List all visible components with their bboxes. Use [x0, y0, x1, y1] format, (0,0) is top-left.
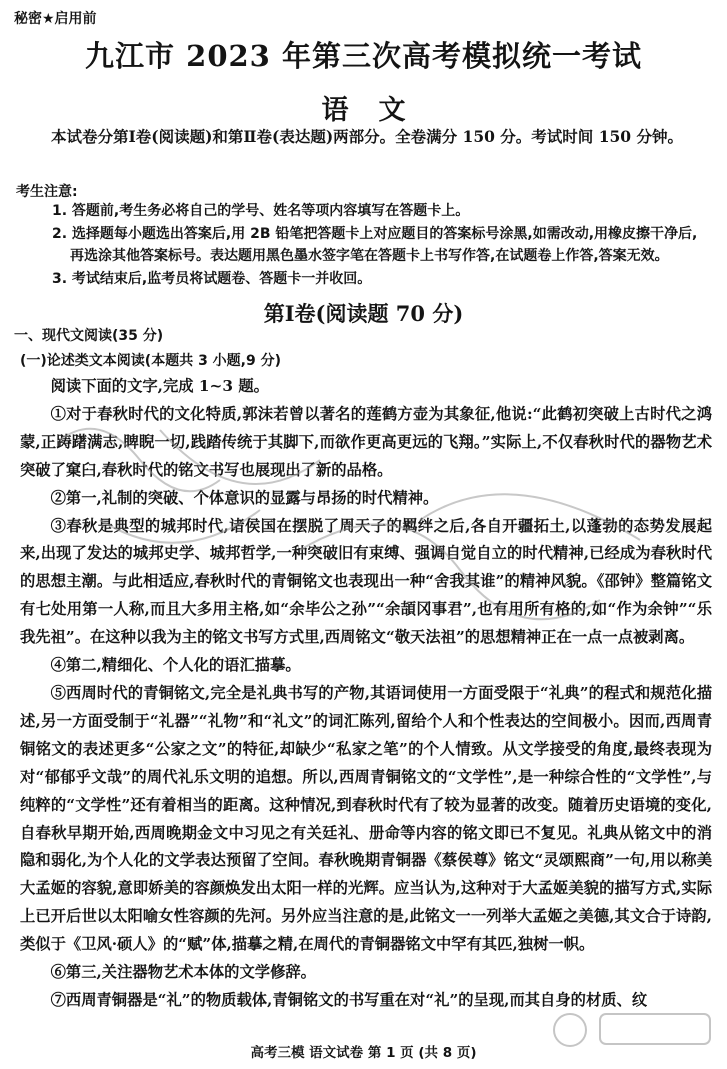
- notice-list: [52, 200, 707, 290]
- passage-paragraph: ①对于春秋时代的文化特质,郭沫若曾以著名的莲鹤方壶为其象征,他说:“此鹤初突破上古时代之鸿蒙,正踌躇满志,睥睨一切,践踏传统于其脚下,而欲作更高更远的飞翔。”实际上,不仅春秋时代的器物艺术突破了窠臼,春秋时代的铭文书写也展现出了新的品格。: [20, 404, 712, 479]
- passage: [20, 373, 712, 1015]
- exam-intro: 本试卷分第Ⅰ卷(阅读题)和第Ⅱ卷(表达题)两部分。全卷满分 150 分。考试时间 150 分钟。: [51, 127, 683, 146]
- notice-heading: 考生注意:: [16, 184, 78, 200]
- section-title: 第Ⅰ卷(阅读题 70 分): [263, 301, 464, 326]
- notice-item: 3. 考试结束后,监考员将试题卷、答题卡一并收回。: [52, 270, 372, 287]
- passage-paragraph: ②第一,礼制的突破、个体意识的显露与昂扬的时代精神。: [50, 488, 439, 507]
- page-footer: 高考三模 语文试卷 第 1 页 (共 8 页): [250, 1045, 477, 1061]
- exam-title: 九江市 2023 年第三次高考模拟统一考试: [85, 39, 642, 73]
- notice-item: 2. 选择题每小题选出答案后,用 2B 铅笔把答题卡上对应题目的答案标号涂黑,如需改动,用橡皮擦干净后,再选涂其他答案标号。表达题用黑色墨水签字笔在答题卡上书写作答,在试题卷上作答,答案无效。: [52, 225, 698, 264]
- passage-paragraph: 阅读下面的文字,完成 1~3 题。: [50, 377, 269, 395]
- passage-paragraph: ⑤西周时代的青铜铭文,完全是礼典书写的产物,其语词使用一方面受限于“礼典”的程式和规范化描述,另一方面受制于“礼器”“礼物”和“礼文”的词汇陈列,留给个人和个性表达的空间极小。因而,西周青铜铭文的表述更多“公家之文”的特征,却缺少“私家之笔”的个人情致。从文学接受的角度,最终表现为对“郁郁乎文哉”的周代礼乐文明的追想。所以,西周青铜铭文的“文学性”,是一种综合性的“文学性”,与纯粹的“文学性”还有着相当的距离。这种情况,到春秋时代有了较为显著的改变。随着历史语境的变化,自春秋早期开始,西周晚期金文中习见之有关廷礼、册命等内容的铭文即已不复见。礼典从铭文中的消隐和弱化,为个人化的文学表达预留了空间。春秋晚期青铜器《蔡侯尊》铭文“灵颂熙商”一句,用以称美大孟姬的容貌,意即娇美的容颜焕发出太阳一样的光辉。应当认为,这种对于大孟姬美貌的描写方式,实际上已开后世以太阳喻女性容颜的先河。另外应当注意的是,此铭文一一列举大孟姬之美德,其文合于诗韵,类似于《卫风·硕人》的“赋”体,描摹之精,在周代的青铜器铭文中罕有其匹,独树一帜。: [20, 683, 712, 954]
- subject-title: 语文: [321, 95, 436, 126]
- notice-item: 1. 答题前,考生务必将自己的学号、姓名等项内容填写在答题卡上。: [52, 203, 470, 219]
- passage-paragraph: ⑥第三,关注器物艺术本体的文学修辞。: [50, 963, 316, 982]
- passage-paragraph: ⑦西周青铜器是“礼”的物质载体,青铜铭文的书写重在对“礼”的呈现,而其自身的材质、纹: [50, 990, 648, 1009]
- secret-label: 秘密★启用前: [14, 11, 97, 27]
- part-heading: 一、现代文阅读(35 分): [14, 328, 164, 344]
- passage-paragraph: ③春秋是典型的城邦时代,诸侯国在摆脱了周天子的羁绊之后,各自开疆拓土,以蓬勃的态势发展起来,出现了发达的城邦史学、城邦哲学,一种突破旧有束缚、强调自觉自立的时代精神,已经成为春秋时代的思想主潮。与此相适应,春秋时代的青铜铭文也表现出一种“舍我其谁”的精神风貌。《邵钟》整篇铭文有七处用第一人称,而且大多用主格,如“余毕公之孙”“余頡冈事君”,也有用所有格的,如“作为余钟”“乐我先祖”。在这种以我为主的铭文书写方式里,西周铭文“敬天法祖”的思想精神正在一点一点被剥离。: [20, 516, 712, 647]
- passage-paragraph: ④第二,精细化、个人化的语汇描摹。: [50, 656, 301, 675]
- subpart-heading: (一)论述类文本阅读(本题共 3 小题,9 分): [20, 353, 282, 369]
